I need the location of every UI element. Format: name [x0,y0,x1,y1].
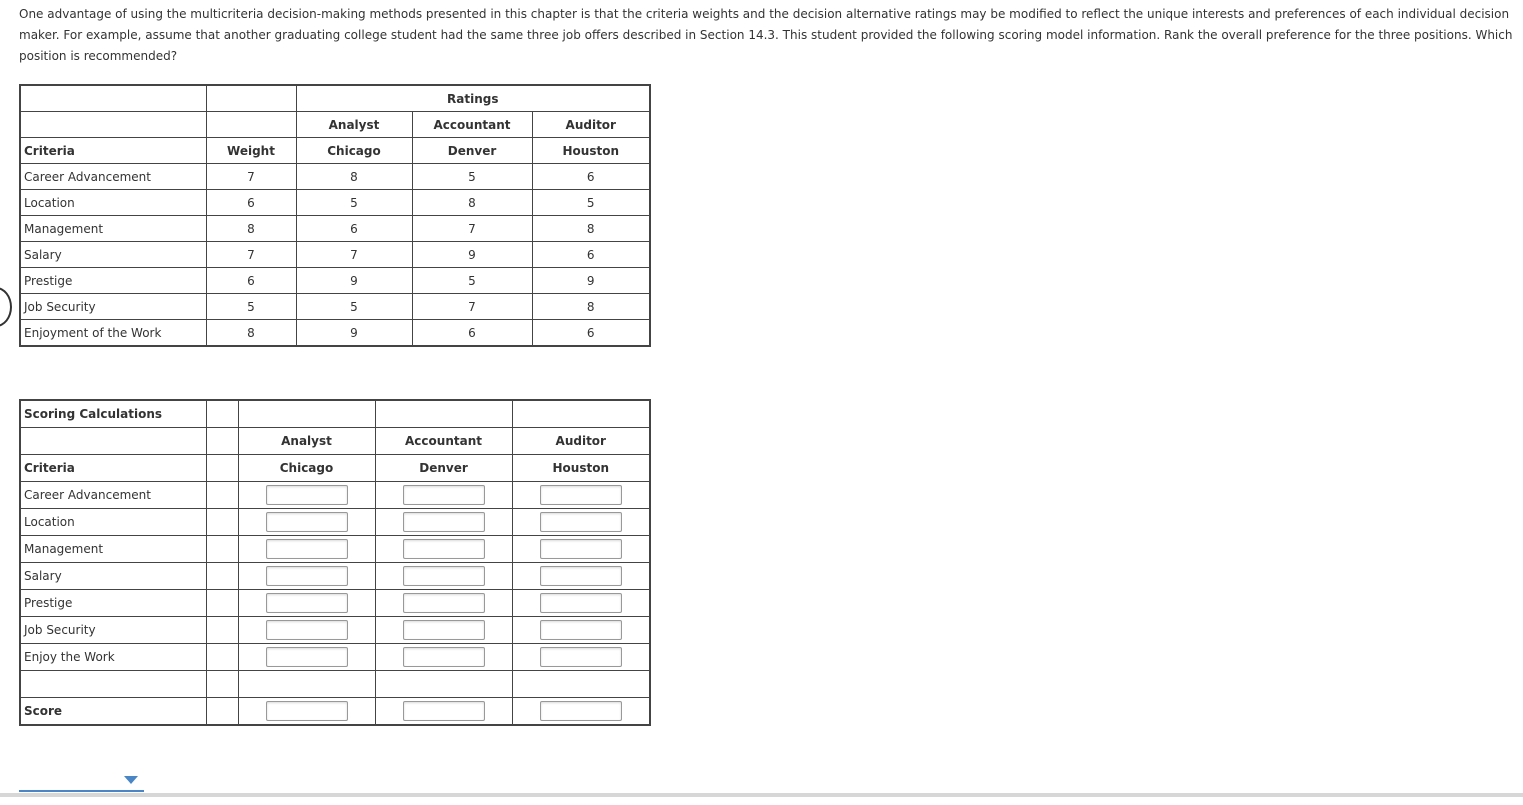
ratings-row [20,190,650,216]
score-input-analyst[interactable] [266,512,348,532]
criteria-header: Criteria [20,455,206,482]
ratings-cities-row [20,138,650,164]
divider [0,793,1523,797]
previous-question-circle[interactable] [0,287,12,327]
recommended-position-dropdown[interactable] [19,770,144,792]
ratings-group-header: Ratings [296,85,650,112]
rating-value: 8 [532,216,650,242]
criterion-label: Management [20,216,206,242]
ratings-row [20,242,650,268]
rating-value: 9 [412,242,532,268]
rating-value: 6 [412,320,532,347]
rating-value: 6 [296,216,412,242]
weight-value: 6 [206,190,296,216]
weight-value: 8 [206,216,296,242]
weight-value: 6 [206,268,296,294]
criterion-label: Location [20,509,206,536]
criteria-header: Criteria [20,138,206,164]
score-input-analyst[interactable] [266,485,348,505]
scoring-spacer-row [20,671,650,698]
position-header: Accountant [375,428,512,455]
score-input-auditor[interactable] [540,539,622,559]
score-input-auditor[interactable] [540,701,622,721]
score-input-analyst[interactable] [266,593,348,613]
score-input-analyst[interactable] [266,620,348,640]
criterion-label: Job Security [20,617,206,644]
position-header: Accountant [412,112,532,138]
rating-value: 9 [296,320,412,347]
criterion-label: Prestige [20,590,206,617]
ratings-table [19,84,651,347]
rating-value: 5 [296,294,412,320]
weight-value: 7 [206,164,296,190]
position-header: Auditor [512,428,650,455]
score-label: Score [20,698,206,726]
rating-value: 9 [532,268,650,294]
scoring-positions-row [20,428,650,455]
chevron-down-icon[interactable] [124,776,138,784]
score-input-accountant[interactable] [403,539,485,559]
criterion-label: Salary [20,563,206,590]
city-header: Denver [412,138,532,164]
criterion-label: Location [20,190,206,216]
score-input-auditor[interactable] [540,485,622,505]
criterion-label: Salary [20,242,206,268]
rating-value: 8 [412,190,532,216]
score-input-accountant[interactable] [403,701,485,721]
criterion-label: Career Advancement [20,164,206,190]
ratings-row [20,294,650,320]
score-input-analyst[interactable] [266,647,348,667]
rating-value: 6 [532,242,650,268]
position-header: Analyst [238,428,375,455]
scoring-cities-row [20,455,650,482]
city-header: Chicago [238,455,375,482]
scoring-title-row [20,400,650,428]
score-input-accountant[interactable] [403,647,485,667]
weight-header: Weight [206,138,296,164]
criterion-label: Prestige [20,268,206,294]
criterion-label: Enjoy the Work [20,644,206,671]
rating-value: 7 [296,242,412,268]
score-input-auditor[interactable] [540,593,622,613]
ratings-row [20,216,650,242]
scoring-row [20,617,650,644]
city-header: Denver [375,455,512,482]
criterion-label: Enjoyment of the Work [20,320,206,347]
score-input-accountant[interactable] [403,485,485,505]
question-text: One advantage of using the multicriteria decision-making methods presented in this chapter is that the criteria weights and the decision alternative ratings may be modified to reflect the unique interests and preferences of each individual decision maker. For example, assume that another graduating college student had the same three job offers described in Section 14.3. This student provided the following scoring model information. Rank the overall preference for the three positions. Which position is recommended? [19,7,1513,63]
score-input-accountant[interactable] [403,512,485,532]
scoring-row [20,536,650,563]
scoring-row [20,590,650,617]
rating-value: 7 [412,294,532,320]
rating-value: 5 [412,268,532,294]
weight-value: 5 [206,294,296,320]
score-input-analyst[interactable] [266,701,348,721]
criterion-label: Management [20,536,206,563]
score-row [20,698,650,726]
scoring-table [19,399,651,726]
weight-value: 7 [206,242,296,268]
weight-value: 8 [206,320,296,347]
position-header: Auditor [532,112,650,138]
ratings-row [20,268,650,294]
score-input-auditor[interactable] [540,647,622,667]
rating-value: 5 [412,164,532,190]
score-input-auditor[interactable] [540,512,622,532]
rating-value: 6 [532,320,650,347]
ratings-positions-row [20,112,650,138]
rating-value: 8 [296,164,412,190]
scoring-row [20,509,650,536]
rating-value: 7 [412,216,532,242]
score-input-accountant[interactable] [403,620,485,640]
rating-value: 5 [532,190,650,216]
criterion-label: Job Security [20,294,206,320]
ratings-row [20,164,650,190]
ratings-row [20,320,650,347]
position-header: Analyst [296,112,412,138]
scoring-title: Scoring Calculations [20,400,206,428]
score-input-analyst[interactable] [266,566,348,586]
score-input-analyst[interactable] [266,539,348,559]
scoring-row [20,563,650,590]
score-input-accountant[interactable] [403,566,485,586]
scoring-row [20,644,650,671]
rating-value: 5 [296,190,412,216]
rating-value: 6 [532,164,650,190]
scoring-row [20,482,650,509]
score-input-accountant[interactable] [403,593,485,613]
ratings-group-header-row [20,85,650,112]
city-header: Houston [512,455,650,482]
rating-value: 8 [532,294,650,320]
score-input-auditor[interactable] [540,620,622,640]
city-header: Chicago [296,138,412,164]
rating-value: 9 [296,268,412,294]
city-header: Houston [532,138,650,164]
criterion-label: Career Advancement [20,482,206,509]
score-input-auditor[interactable] [540,566,622,586]
